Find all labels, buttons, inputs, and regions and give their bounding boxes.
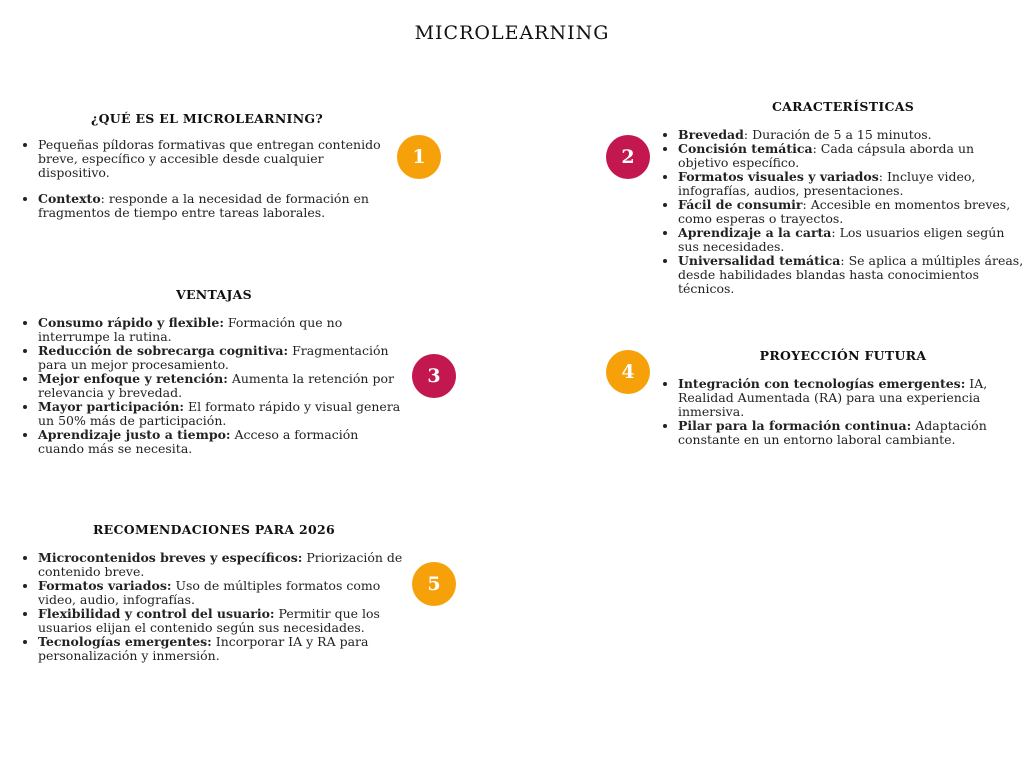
section-title-ventajas: VENTAJAS — [175, 287, 252, 302]
section-caracteristicas — [662, 99, 1024, 296]
list-item: • Fácil de consumir: Accesible en momentos breves, como esperas o trayectos. — [678, 198, 1024, 226]
section-title-que-es: ¿QUÉ ES EL MICROLEARNING? — [90, 111, 324, 126]
que-es-list — [22, 138, 392, 220]
section-title-recomendaciones: RECOMENDACIONES PARA 2026 — [92, 522, 335, 537]
caracteristicas-list — [662, 128, 1024, 296]
step-circle-5: 5 — [412, 562, 456, 606]
list-item: • Formatos variados: Uso de múltiples formatos como video, audio, infografías. — [38, 579, 406, 607]
list-item: • Tecnologías emergentes: Incorporar IA y RA para personalización y inmersión. — [38, 635, 406, 663]
step-circle-2: 2 — [606, 135, 650, 179]
list-item: • Contexto: responde a la necesidad de formación en fragmentos de tiempo entre tareas laborales. — [38, 192, 392, 220]
section-que-es — [22, 111, 392, 220]
list-item: • Reducción de sobrecarga cognitiva: Fragmentación para un mejor procesamiento. — [38, 344, 406, 372]
section-title-proyeccion: PROYECCIÓN FUTURA — [759, 348, 927, 363]
section-recomendaciones — [22, 522, 406, 663]
list-item: • Consumo rápido y flexible: Formación que no interrumpe la rutina. — [38, 316, 406, 344]
list-item: • Pequeñas píldoras formativas que entregan contenido breve, específico y accesible desde cualquier dispositivo. — [38, 138, 392, 180]
step-circle-3: 3 — [412, 354, 456, 398]
ventajas-list — [22, 316, 406, 456]
recomendaciones-list — [22, 551, 406, 663]
list-item: • Aprendizaje a la carta: Los usuarios eligen según sus necesidades. — [678, 226, 1024, 254]
list-item: • Formatos visuales y variados: Incluye video, infografías, audios, presentaciones. — [678, 170, 1024, 198]
page-title: MICROLEARNING — [414, 22, 610, 44]
list-item: • Mejor enfoque y retención: Aumenta la retención por relevancia y brevedad. — [38, 372, 406, 400]
step-circle-1: 1 — [397, 135, 441, 179]
list-item: • Flexibilidad y control del usuario: Permitir que los usuarios elijan el contenido según sus necesidades. — [38, 607, 406, 635]
section-ventajas — [22, 287, 406, 456]
list-item: • Mayor participación: El formato rápido y visual genera un 50% más de participación. — [38, 400, 406, 428]
list-item: • Aprendizaje justo a tiempo: Acceso a formación cuando más se necesita. — [38, 428, 406, 456]
section-title-caracteristicas: CARACTERÍSTICAS — [771, 99, 915, 114]
step-circle-4: 4 — [606, 350, 650, 394]
list-item: • Universalidad temática: Se aplica a múltiples áreas, desde habilidades blandas hasta conocimientos técnicos. — [678, 254, 1024, 296]
section-proyeccion — [662, 348, 1024, 447]
proyeccion-list — [662, 377, 1024, 447]
list-item: • Pilar para la formación continua: Adaptación constante en un entorno laboral cambiante. — [678, 419, 1024, 447]
list-item: • Concisión temática: Cada cápsula aborda un objetivo específico. — [678, 142, 1024, 170]
list-item: • Integración con tecnologías emergentes: IA, Realidad Aumentada (RA) para una experiencia inmersiva. — [678, 377, 1024, 419]
list-item: • Microcontenidos breves y específicos: Priorización de contenido breve. — [38, 551, 406, 579]
list-item: • Brevedad: Duración de 5 a 15 minutos. — [678, 128, 1024, 142]
